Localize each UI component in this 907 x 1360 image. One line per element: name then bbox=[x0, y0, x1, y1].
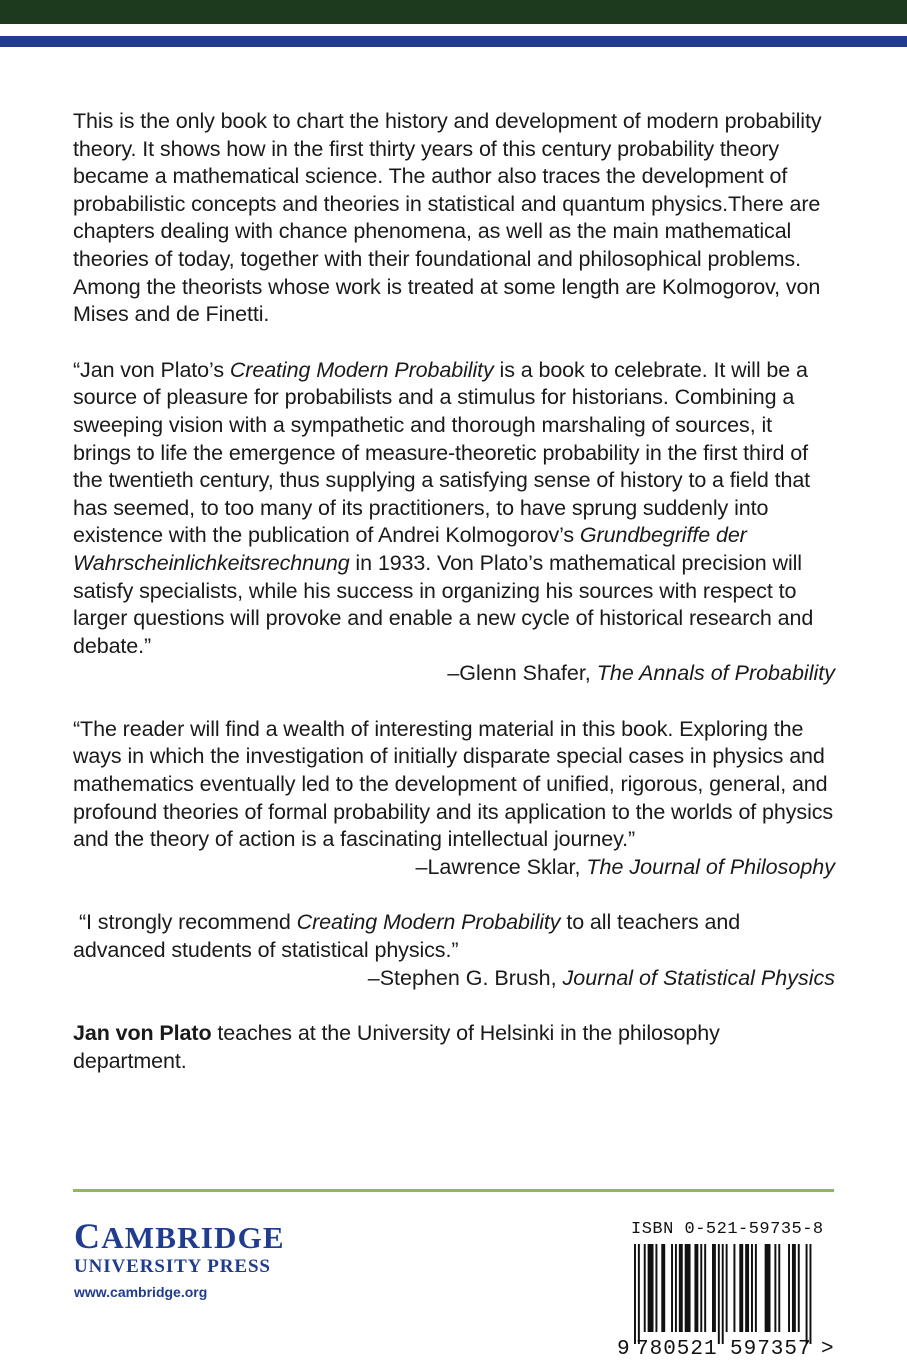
top-blue-band bbox=[0, 36, 907, 47]
barcode-bar bbox=[685, 1244, 691, 1332]
review-brush-book-title: Creating Modern Probability bbox=[296, 910, 561, 935]
barcode-bar bbox=[765, 1244, 771, 1332]
barcode-bar bbox=[679, 1244, 683, 1332]
barcode-bar bbox=[712, 1244, 716, 1332]
review-sklar-attribution bbox=[73, 854, 835, 882]
barcode-bar bbox=[644, 1244, 646, 1332]
review-brush-post: to all teachers and advanced students of statistical physics.” bbox=[73, 910, 741, 963]
publisher-subtitle: UNIVERSITY PRESS bbox=[74, 1256, 271, 1277]
barcode-bar bbox=[648, 1244, 654, 1332]
barcode-end-marker: > bbox=[821, 1338, 834, 1356]
barcode-bar bbox=[722, 1244, 724, 1344]
barcode bbox=[617, 1244, 835, 1356]
barcode-bar bbox=[675, 1244, 677, 1332]
review-sklar-author: –Lawrence Sklar, bbox=[415, 854, 587, 879]
barcode-bar bbox=[638, 1244, 640, 1344]
author-bio bbox=[73, 1020, 835, 1075]
review-shafer-cited-title: Grundbegriffe der Wahrscheinlichkeitsrechnung bbox=[73, 523, 747, 575]
review-shafer-post: in 1933. Von Plato’s mathematical precision will satisfy specialists, while his success in organizing his sources with respect to larger questions will provoke and enable a new cycle of historical research and debate.” bbox=[73, 550, 814, 658]
barcode-bar bbox=[792, 1244, 796, 1332]
barcode-digits-left: 780521 bbox=[636, 1338, 718, 1356]
publisher-name bbox=[74, 1216, 334, 1256]
review-brush-source: Journal of Statistical Physics bbox=[562, 965, 835, 990]
barcode-bar bbox=[704, 1244, 706, 1332]
barcode-digit-first: 9 bbox=[617, 1338, 630, 1356]
review-shafer-pre: “Jan von Plato’s bbox=[73, 357, 230, 382]
publisher-url: www.cambridge.org bbox=[74, 1284, 208, 1300]
barcode-bar bbox=[788, 1244, 790, 1332]
barcode-bar bbox=[739, 1244, 743, 1332]
book-description: This is the only book to chart the history and development of modern probability theory. It shows how in the first thirty years of this century probability theory became a mathematical science. The author also traces the development of probabilistic concepts and theories in statistical and quantum physics.There are chapters dealing with chance phenomena, as well as the main mathematical theories of today, together with their foundational and philosophical problems. Among the theorists whose work is treated at some length are Kolmogorov, von Mises and de Finetti. bbox=[73, 109, 822, 327]
publisher-logo bbox=[74, 1216, 334, 1300]
author-bio-text: teaches at the University of Helsinki in the philosophy department. bbox=[73, 1021, 720, 1073]
barcode-bar bbox=[745, 1244, 749, 1332]
barcode-bar bbox=[671, 1244, 673, 1332]
review-shafer-author: –Glenn Shafer, bbox=[447, 661, 597, 686]
top-band-gap bbox=[0, 24, 907, 36]
barcode-bar bbox=[718, 1244, 720, 1344]
barcode-bar bbox=[755, 1244, 757, 1332]
publisher-name-initial: C bbox=[74, 1216, 102, 1256]
barcode-bar bbox=[751, 1244, 753, 1332]
publisher-name-rest: AMBRIDGE bbox=[101, 1220, 285, 1255]
barcode-bar bbox=[778, 1244, 780, 1332]
review-shafer-mid: is a book to celebrate. It will be a source of pleasure for probabilists and a stimulus for historians. Combining a sweeping vision with a sympathetic and thorough marshaling of sources, it brings to life the emergence of measure-theoretic probability in the first third of the twentieth century, thus supplying a satisfying sense of history to a field that has seemed, to too many of its practitioners, to have sprung suddenly into existence with the publication of Andrei Kolmogorov’s bbox=[73, 357, 811, 548]
barcode-bar bbox=[694, 1244, 698, 1332]
review-brush-pre: “I strongly recommend bbox=[79, 910, 297, 935]
review-brush bbox=[73, 909, 835, 964]
review-shafer-book-title: Creating Modern Probability bbox=[229, 357, 494, 382]
isbn-label: ISBN 0-521-59735-8 bbox=[631, 1220, 824, 1239]
barcode-bar bbox=[655, 1244, 657, 1332]
divider-rule bbox=[73, 1189, 834, 1192]
back-cover-text bbox=[73, 108, 835, 1075]
barcode-bar bbox=[726, 1244, 728, 1332]
barcode-bar bbox=[774, 1244, 776, 1332]
review-shafer-attribution bbox=[73, 660, 835, 688]
barcode-bar bbox=[806, 1244, 808, 1344]
review-shafer-source: The Annals of Probability bbox=[596, 661, 835, 686]
barcode-bar bbox=[661, 1244, 665, 1332]
barcode-bars bbox=[634, 1244, 811, 1344]
review-shafer bbox=[73, 357, 835, 661]
barcode-bar bbox=[634, 1244, 636, 1344]
review-brush-attribution bbox=[73, 965, 835, 993]
review-sklar: “The reader will find a wealth of interesting material in this book. Exploring the ways in which the investigation of initially disparate special cases in physics and mathematics eventually led to the development of unified, rigorous, general, and profound theories of formal probability and its application to the worlds of physics and the theory of action is a fascinating intellectual journey.” bbox=[73, 716, 834, 852]
author-name: Jan von Plato bbox=[73, 1021, 212, 1046]
barcode-digits-right: 597357 bbox=[730, 1338, 812, 1356]
review-sklar-source: The Journal of Philosophy bbox=[586, 854, 835, 879]
top-green-band bbox=[0, 0, 907, 24]
barcode-bar bbox=[700, 1244, 702, 1332]
barcode-bar bbox=[798, 1244, 800, 1332]
barcode-bar bbox=[810, 1244, 812, 1344]
barcode-bar bbox=[733, 1244, 735, 1332]
review-brush-author: –Stephen G. Brush, bbox=[367, 965, 563, 990]
